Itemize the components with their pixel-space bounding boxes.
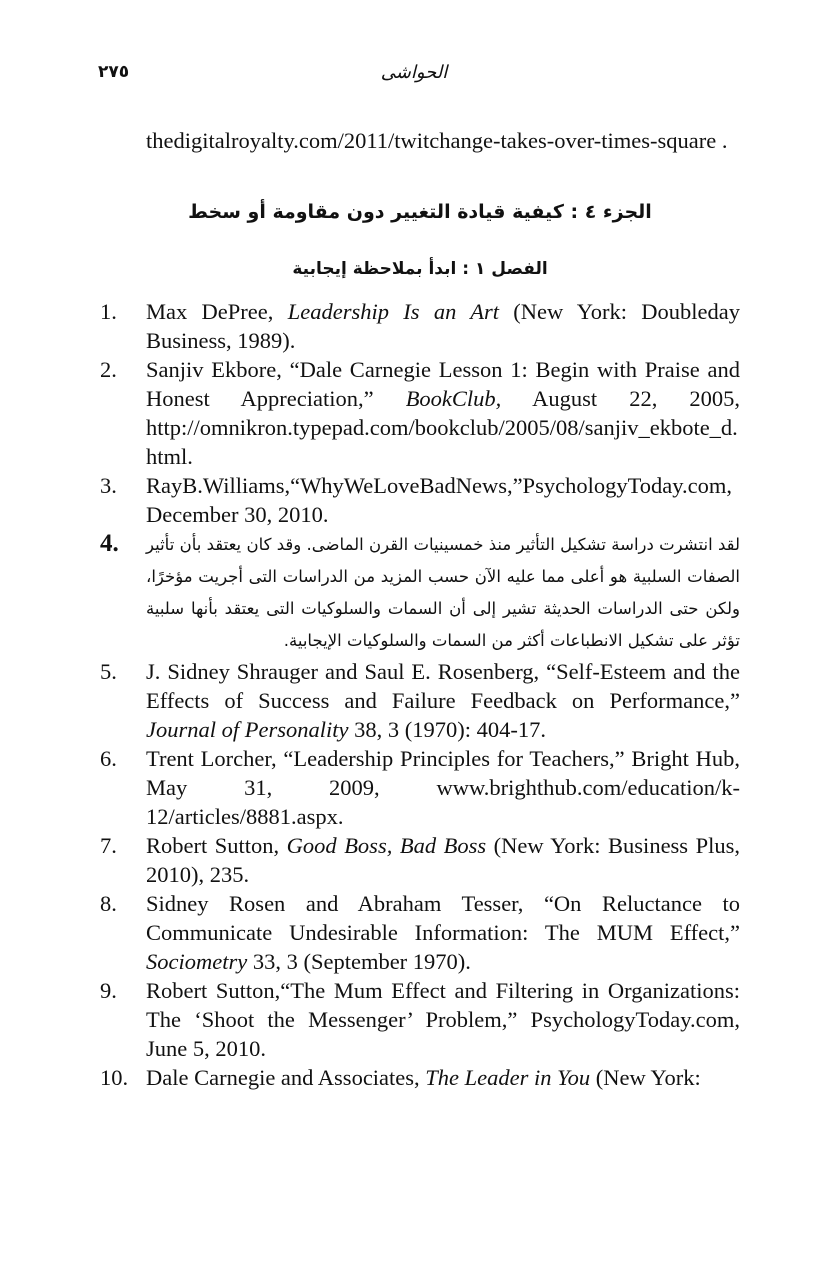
running-head: الحواشى (380, 62, 448, 83)
endnote-text: Robert Sutton,“The Mum Effect and Filtering in Organizations: The ‘Shoot the Messenger’ Problem,” PsychologyToday.com, June 5, 2010. (146, 978, 740, 1061)
part-heading: الجزء ٤ : كيفية قيادة التغيير دون مقاومة أو سخط (188, 201, 652, 223)
endnote-number: 8. (100, 891, 117, 916)
endnote-arabic (100, 529, 740, 657)
endnote (100, 831, 740, 889)
endnote-text: Max DePree, Leadership Is an Art (New York: Doubleday Business, 1989). (146, 299, 740, 353)
endnote-number: 5. (100, 659, 117, 684)
endnote-text: لقد انتشرت دراسة تشكيل التأثير منذ خمسينيات القرن الماضى. وقد كان يعتقد بأن تأثير الصفات السلبية هو أعلى مما عليه الآن حسب المزيد من الدراسات التى أجريت مؤخرًا، ولكن حتى الدراسات الحديثة تشير إلى أن السمات والسلوكيات التى يعتقد بأنها سلبية تؤثر على تشكيل الانطباعات أكثر من السمات والسلوكيات الإيجابية. (146, 535, 740, 650)
endnote (100, 471, 740, 529)
endnote-number: 9. (100, 978, 117, 1003)
continued-url-text: thedigitalroyalty.com/2011/twitchange-takes-over-times-square . (146, 128, 728, 153)
page-number: ٢٧٥ (98, 62, 130, 82)
endnote-number: 2. (100, 357, 117, 382)
endnote-number: 4. (100, 530, 119, 557)
endnote-text: J. Sidney Shrauger and Saul E. Rosenberg, “Self-Esteem and the Effects of Success and Failure Feedback on Performance,” Journal of Personality 38, 3 (1970): 404-17. (146, 659, 740, 742)
work-title: BookClub, (405, 386, 502, 411)
endnotes-list (100, 297, 740, 1092)
endnote (100, 297, 740, 355)
endnote-number: 7. (100, 833, 117, 858)
endnote-number: 1. (100, 299, 117, 324)
endnote (100, 355, 740, 471)
endnote-text: Sanjiv Ekbore, “Dale Carnegie Lesson 1: Begin with Praise and Honest Appreciation,” BookClub, August 22, 2005, http://omnikron.typepad.com/bookclub/2005/08/sanjiv_ekbote_d.html. (146, 357, 740, 469)
endnote-text: Trent Lorcher, “Leadership Principles for Teachers,” Bright Hub, May 31, 2009, www.brighthub.com/education/k-12/articles/8881.aspx. (146, 746, 740, 829)
endnote (100, 744, 740, 831)
endnote (100, 1063, 740, 1092)
endnote-number: 3. (100, 473, 117, 498)
work-title: Journal of Personality (146, 717, 349, 742)
endnote-text: Sidney Rosen and Abraham Tesser, “On Reluctance to Communicate Undesirable Information: The MUM Effect,” Sociometry 33, 3 (September 1970). (146, 891, 740, 974)
work-title: Sociometry (146, 949, 248, 974)
endnote-text: RayB.Williams,“WhyWeLoveBadNews,”PsychologyToday.com, December 30, 2010. (146, 473, 732, 527)
endnote-number: 6. (100, 746, 117, 771)
endnote (100, 889, 740, 976)
endnote (100, 976, 740, 1063)
endnote-text: Robert Sutton, Good Boss, Bad Boss (New York: Business Plus, 2010), 235. (146, 833, 740, 887)
page-body (100, 126, 740, 1092)
endnote (100, 657, 740, 744)
work-title: Good Boss, Bad Boss (286, 833, 487, 858)
endnote-number: 10. (100, 1065, 129, 1090)
chapter-heading: الفصل ١ : ابدأ بملاحظة إيجابية (292, 259, 548, 279)
work-title: Leadership Is an Art (287, 299, 499, 324)
endnote-text: Dale Carnegie and Associates, The Leader in You (New York: (146, 1065, 701, 1090)
work-title: The Leader in You (425, 1065, 591, 1090)
